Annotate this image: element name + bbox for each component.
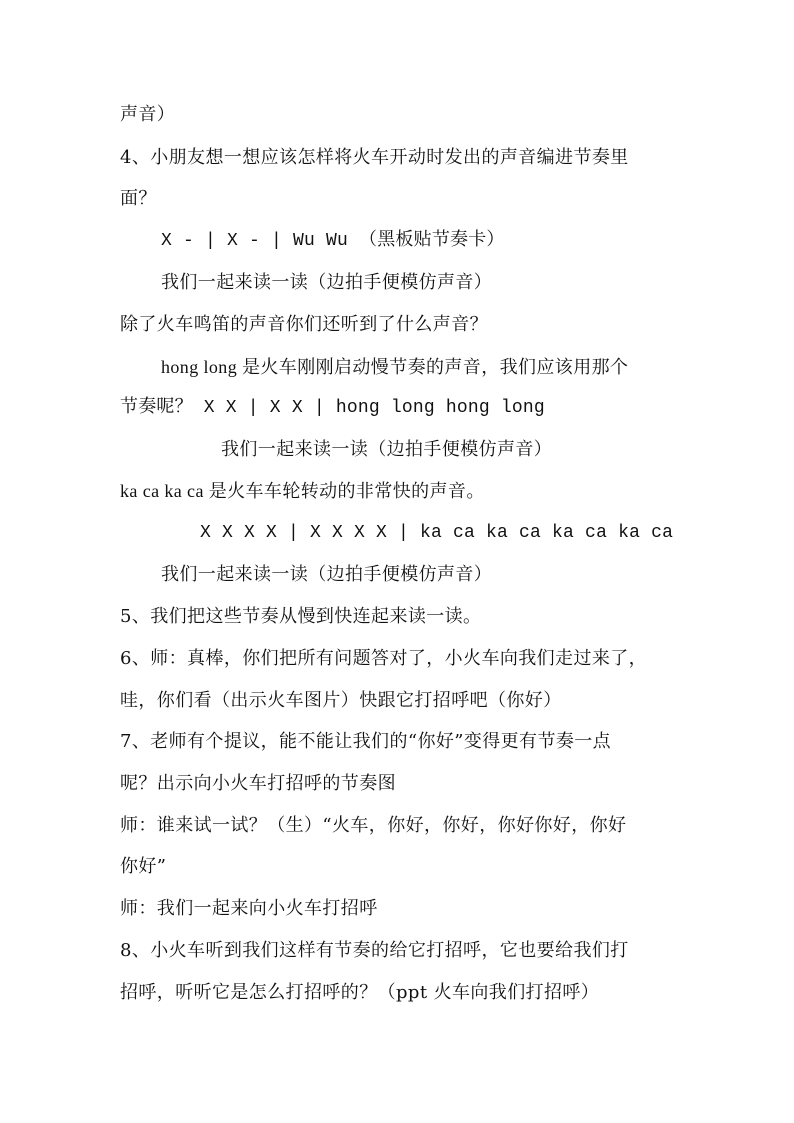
rhythm-line-1: X - | X - | Wu Wu （黑板贴节奏卡） <box>161 231 505 251</box>
text-line-15: 哇，你们看（出示火车图片）快跟它打招呼吧（你好） <box>120 690 562 711</box>
text-line-14: 6、师：真棒，你们把所有问题答对了，小火车向我们走过来了， <box>120 648 648 669</box>
text-line-21: 8、小火车听到我们这样有节奏的给它打招呼，它也要给我们打 <box>120 940 629 961</box>
text-line-13: 5、我们把这些节奏从慢到快连起来读一读。 <box>120 606 482 627</box>
text-line-5: 我们一起来读一读（边拍手便模仿声音） <box>161 272 493 293</box>
text-line-12: 我们一起来读一读（边拍手便模仿声音） <box>161 564 493 585</box>
text-line-2: 4、小朋友想一想应该怎样将火车开动时发出的声音编进节奏里 <box>120 147 629 168</box>
text-line-1: 声音） <box>120 104 176 125</box>
rhythm-line-2: 节奏呢？ X X | X X | hong long hong long <box>120 398 545 418</box>
text-line-20: 师：我们一起来向小火车打招呼 <box>120 898 378 919</box>
text-line-10: ka ca ka ca 是火车车轮转动的非常快的声音。 <box>120 481 485 501</box>
text-line-17: 呢？出示向小火车打招呼的节奏图 <box>120 773 396 794</box>
text-line-22: 招呼，听听它是怎么打招呼的？（ppt 火车向我们打招呼） <box>120 982 600 1003</box>
rhythm-line-3: X X X X | X X X X | ka ca ka ca ka ca ka ca <box>200 523 674 543</box>
text-line-7: hong long 是火车刚刚启动慢节奏的声音，我们应该用那个 <box>161 357 629 377</box>
text-line-6: 除了火车鸣笛的声音你们还听到了什么声音？ <box>120 314 488 335</box>
text-line-19: 你好” <box>120 856 167 877</box>
text-line-16: 7、老师有个提议，能不能让我们的“你好”变得更有节奏一点 <box>120 731 612 752</box>
text-line-3: 面？ <box>120 188 157 209</box>
text-line-9: 我们一起来读一读（边拍手便模仿声音） <box>221 439 553 460</box>
text-line-18: 师：谁来试一试？（生）“火车，你好，你好，你好你好，你好 <box>120 815 627 836</box>
